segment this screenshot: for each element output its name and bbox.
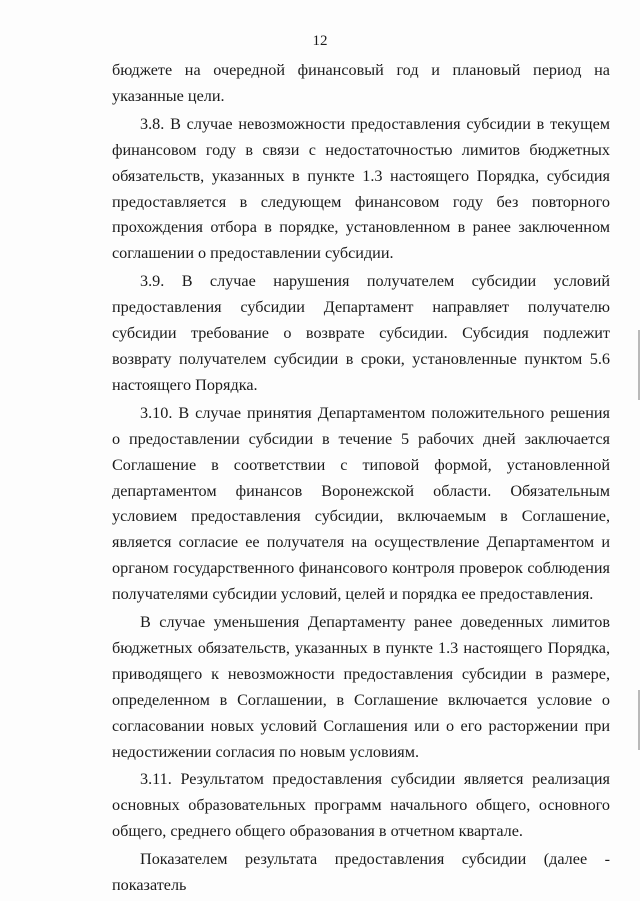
- paragraph-continuation: бюджете на очередной финансовый год и плановый период на указанные цели.: [112, 61, 610, 105]
- paragraph-limits-reduction: В случае уменьшения Департаменту ранее доведенных лимитов бюджетных обязательств, указанных в пункте 1.3 настоящего Порядка, приводящего к невозможности предоставления субсидии в размере, определенном в Соглашении, в Соглашение включается условие о согласовании новых условий Соглашения или о его расторжении при недостижении согласия по новым условиям.: [112, 613, 610, 761]
- paragraph-3-10: 3.10. В случае принятия Департаментом положительного решения о предоставлении субсидии в течение 5 рабочих дней заключается Соглашение в соответствии с типовой формой, установленной департаментом финансов Воронежской области. Обязательным условием предоставления субсидии, включаемым в Соглашение, является согласие ее получателя на осуществление Департаментом и органом государственного финансового контроля проверок соблюдения получателями субсидии условий, целей и порядка ее предоставления.: [112, 403, 610, 604]
- paragraph-result-indicator: Показателем результата предоставления субсидии (далее - показатель: [112, 850, 610, 895]
- document-body: [112, 58, 610, 899]
- paragraph-3-11: 3.11. Результатом предоставления субсидии является реализация основных образовательных программ начального общего, основного общего, среднего общего образования в отчетном квартале.: [112, 770, 610, 841]
- paragraph-3-8: 3.8. В случае невозможности предоставления субсидии в текущем финансовом году в связи с недостаточностью лимитов бюджетных обязательств, указанных в пункте 1.3 настоящего Порядка, субсидия предоставляется в следующем финансовом году без повторного прохождения отбора в порядке, установленном в ранее заключенном соглашении о предоставлении субсидии.: [112, 114, 610, 263]
- page-number: 12: [312, 33, 328, 49]
- paragraph-3-9: 3.9. В случае нарушения получателем субсидии условий предоставления субсидии Департамент направляет получателю субсидии требование о возврате субсидии. Субсидия подлежит возврату получателем субсидии в сроки, установленные пунктом 5.6 настоящего Порядка.: [112, 272, 610, 394]
